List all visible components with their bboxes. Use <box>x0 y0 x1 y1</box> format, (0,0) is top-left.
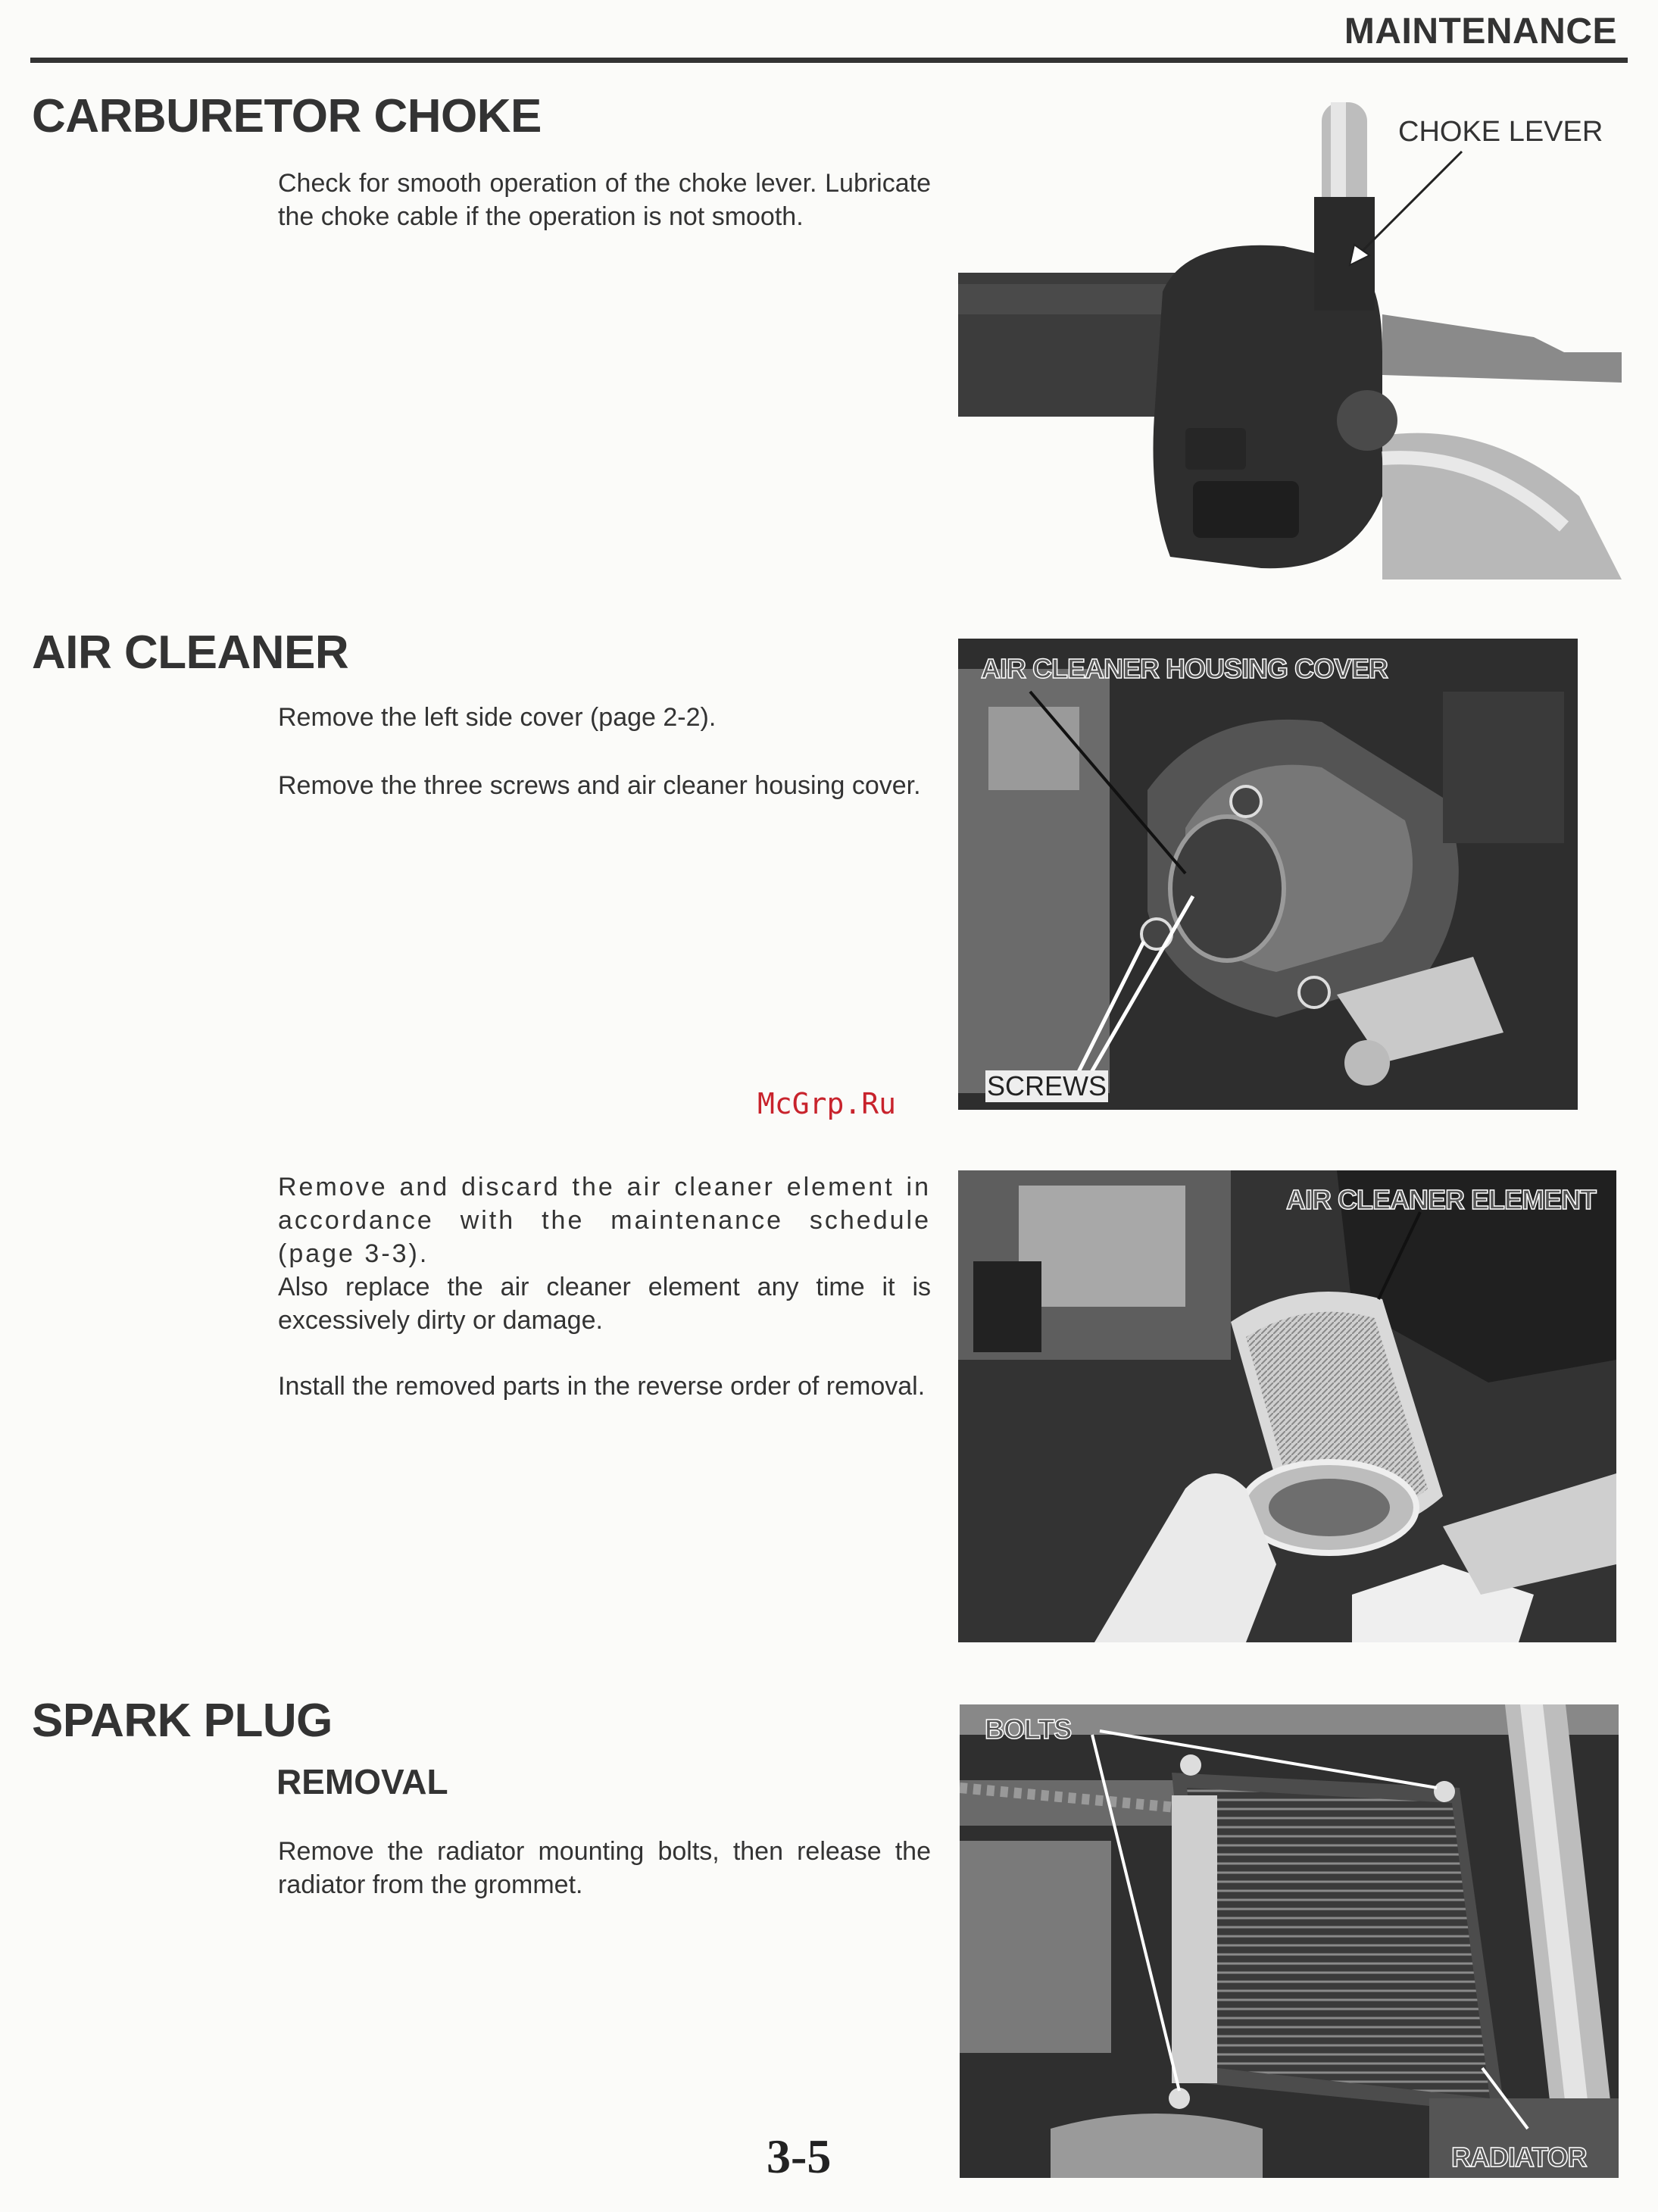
choke-lever-photo <box>958 102 1622 580</box>
air-cleaner-discard-text: Remove and discard the air cleaner element in accordance with the maintenance schedule (page 3-3). <box>278 1173 931 1268</box>
section-title-air-cleaner: AIR CLEANER <box>32 626 349 679</box>
callout-air-cleaner-housing-cover: AIR CLEANER HOUSING COVER <box>981 653 1388 684</box>
air-cleaner-step-screws: Remove the three screws and air cleaner housing cover. <box>278 771 921 800</box>
callout-leader-choke-lever <box>1341 148 1477 269</box>
air-cleaner-element-photo <box>958 1170 1616 1642</box>
air-cleaner-housing-photo <box>958 639 1578 1110</box>
air-cleaner-step-side-cover: Remove the left side cover (page 2-2). <box>278 703 717 732</box>
callout-air-cleaner-element: AIR CLEANER ELEMENT <box>1286 1184 1597 1215</box>
radiator-bolts-photo <box>960 1704 1619 2178</box>
page-number: 3-5 <box>767 2129 832 2183</box>
callout-screws: SCREWS <box>987 1070 1107 1101</box>
callout-choke-lever: CHOKE LEVER <box>1398 116 1603 148</box>
section-title-spark-plug: SPARK PLUG <box>32 1695 333 1747</box>
air-cleaner-replace-text: Also replace the air cleaner element any time it is excessively dirty or damage. <box>278 1273 931 1335</box>
section-title-choke: CARBURETOR CHOKE <box>32 90 542 142</box>
subsection-title-removal: REMOVAL <box>276 1762 448 1801</box>
spark-plug-removal-step: Remove the radiator mounting bolts, then release the radiator from the grommet. <box>278 1837 931 1899</box>
header-section-label: MAINTENANCE <box>1344 11 1617 52</box>
callout-radiator: RADIATOR <box>1451 2142 1587 2173</box>
air-cleaner-step-install: Install the removed parts in the reverse order of removal. <box>278 1372 926 1401</box>
air-cleaner-step-discard <box>278 1170 931 1337</box>
watermark: McGrp.Ru <box>757 1087 897 1120</box>
choke-paragraph: Check for smooth operation of the choke lever. Lubricate the choke cable if the operation is not smooth. <box>278 169 931 231</box>
callout-bolts: BOLTS <box>985 1714 1072 1745</box>
header-rule <box>30 58 1628 63</box>
